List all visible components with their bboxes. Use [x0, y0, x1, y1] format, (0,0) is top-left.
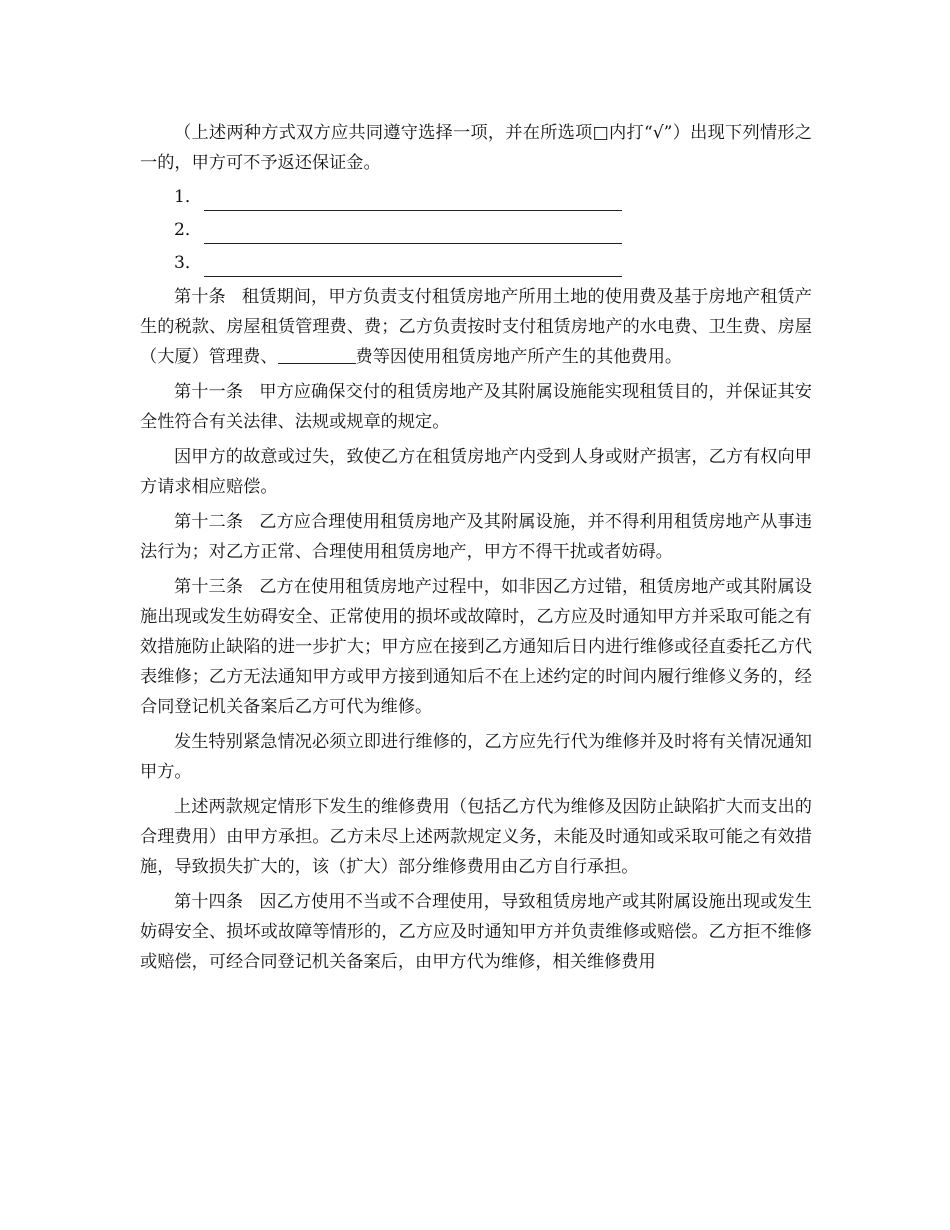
- fill-in-blank[interactable]: [204, 254, 622, 277]
- article-text-continued: 费等因使用租赁房地产所产生的其他费用。: [355, 347, 683, 367]
- fee-blank[interactable]: [278, 345, 356, 364]
- fill-in-blank[interactable]: [204, 188, 622, 211]
- article-label: 第十一条: [174, 382, 244, 402]
- paragraph-urgent-repair: 发生特别紧急情况必须立即进行维修的，乙方应先行代为维修并及时将有关情况通知甲方。: [140, 732, 812, 782]
- article-label: 第十二条: [174, 512, 244, 532]
- fill-in-blank[interactable]: [204, 221, 622, 244]
- article-text: 乙方在使用租赁房地产过程中，如非因乙方过错，租赁房地产或其附属设施出现或发生妨碍安全、正常使用的损坏或故障时，乙方应及时通知甲方并采取可能之有效措施防止缺陷的进一步扩大；甲方应在接到乙方通知后日内进行维修或径直委托乙方代表维修；乙方无法通知甲方或甲方接到通知后不在上述约定的时间内履行维修义务的，经合同登记机关备案后乙方可代为维修。: [140, 577, 812, 717]
- blank-item-number: 1．: [174, 187, 203, 207]
- article-text: 乙方应合理使用租赁房地产及其附属设施，并不得利用租赁房地产从事违法行为；对乙方正常、合理使用租赁房地产，甲方不得干扰或者妨碍。: [140, 512, 812, 562]
- article-text: 甲方应确保交付的租赁房地产及其附属设施能实现租赁目的，并保证其安全性符合有关法律、法规或规章的规定。: [140, 382, 812, 432]
- article-text: 因乙方使用不当或不合理使用，导致租赁房地产或其附属设施出现或发生妨碍安全、损坏或故障等情形的，乙方应及时通知甲方并负责维修或赔偿。乙方拒不维修或赔偿，可经合同登记机关备案后，由甲方代为维修，相关维修费用: [140, 892, 812, 972]
- blank-item-3: [140, 249, 812, 277]
- article-label: 第十四条: [174, 892, 244, 912]
- paragraph-damage-compensation: 因甲方的故意或过失，致使乙方在租赁房地产内受到人身或财产损害，乙方有权向甲方请求相应赔偿。: [140, 447, 812, 497]
- blank-item-number: 2．: [174, 220, 203, 240]
- document-body: [140, 118, 812, 982]
- blank-item-2: [140, 216, 812, 244]
- article-12: [140, 507, 812, 567]
- article-11: [140, 377, 812, 437]
- article-13: [140, 572, 812, 722]
- article-text: 租赁期间，甲方负责支付租赁房地产所用土地的使用费及基于房地产租赁产生的税款、房屋租赁管理费、费；乙方负责按时支付租赁房地产的水电费、卫生费、房屋（大厦）管理费、: [140, 287, 812, 367]
- article-14: [140, 887, 812, 977]
- blank-item-number: 3．: [174, 253, 203, 273]
- paragraph-repair-costs: 上述两款规定情形下发生的维修费用（包括乙方代为维修及因防止缺陷扩大而支出的合理费用）由甲方承担。乙方未尽上述两款规定义务，未能及时通知或采取可能之有效措施，导致损失扩大的，该（扩大）部分维修费用由乙方自行承担。: [140, 797, 812, 877]
- article-label: 第十条: [174, 287, 226, 307]
- blank-item-1: [140, 183, 812, 211]
- paragraph-deposit-conditions: （上述两种方式双方应共同遵守选择一项，并在所选项□内打“√”）出现下列情形之一的，甲方可不予返还保证金。: [140, 123, 812, 173]
- article-label: 第十三条: [174, 577, 244, 597]
- article-10: [140, 282, 812, 372]
